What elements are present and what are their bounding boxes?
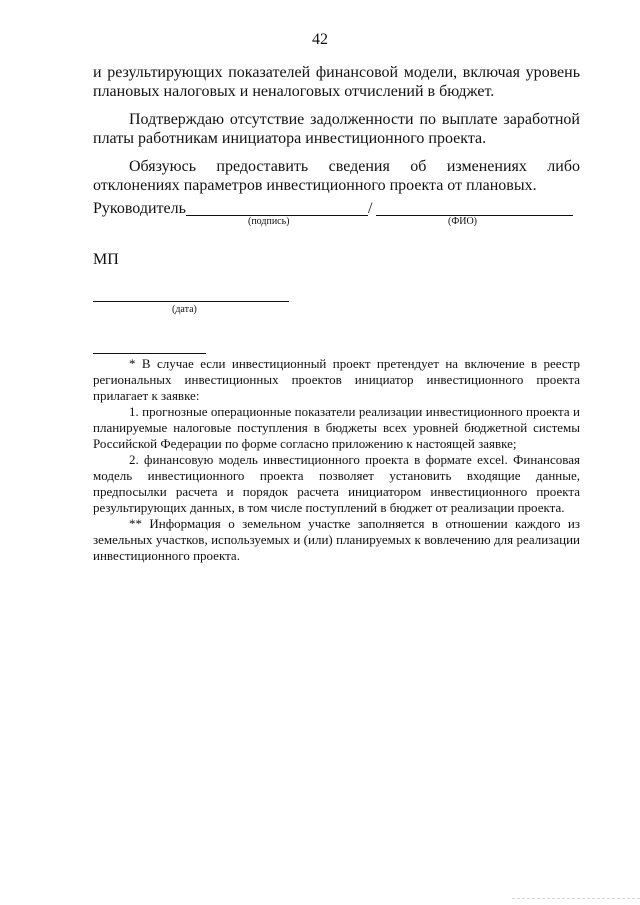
scan-edge-mark — [512, 898, 640, 905]
page-number: 42 — [312, 31, 328, 48]
footnote-separator — [93, 353, 206, 354]
footnote-double-star: ** Информация о земельном участке заполняется в отношении каждого из земельных участков, используемых и (или) планируемых к вовлечению для реализации инвестиционного проекта. — [93, 516, 580, 563]
date-line — [93, 301, 289, 302]
signature-caption: (подпись) — [248, 216, 290, 227]
footnote-item-2: 2. финансовую модель инвестиционного проекта в формате excel. Финансовая модель инвестиционного проекта позволяет установить входящие данные, предпосылки расчета и порядок расчета инициатором инвестиционного проекта результирующих данных, в том числе поступлений в бюджет от реализации проекта. — [93, 452, 580, 515]
footnotes — [93, 356, 580, 564]
stamp-label: МП — [93, 251, 119, 268]
footnote-star: * В случае если инвестиционный проект претендует на включение в реестр региональных инвестиционных проектов инициатор инвестиционного проекта прилагает к заявке: — [93, 356, 580, 403]
footnote-item-1: 1. прогнозные операционные показатели реализации инвестиционного проекта и планируемые налоговые поступления в бюджеты всех уровней бюджетной системы Российской Федерации по форме согласно приложению к настоящей заявке; — [93, 404, 580, 451]
signature-label: Руководитель — [93, 200, 186, 217]
main-text — [93, 63, 580, 195]
signature-slash: / — [368, 200, 373, 217]
paragraph-commitment: Обязуюсь предоставить сведения об изменениях либо отклонениях параметров инвестиционного проекта от плановых. — [93, 158, 580, 194]
signature-row — [93, 200, 580, 227]
date-caption: (дата) — [172, 304, 197, 315]
paragraph-no-debt: Подтверждаю отсутствие задолженности по выплате заработной платы работникам инициатора инвестиционного проекта. — [93, 111, 580, 147]
name-caption: (ФИО) — [448, 216, 478, 227]
paragraph-continuation: и результирующих показателей финансовой модели, включая уровень плановых налоговых и неналоговых отчислений в бюджет. — [93, 64, 580, 100]
